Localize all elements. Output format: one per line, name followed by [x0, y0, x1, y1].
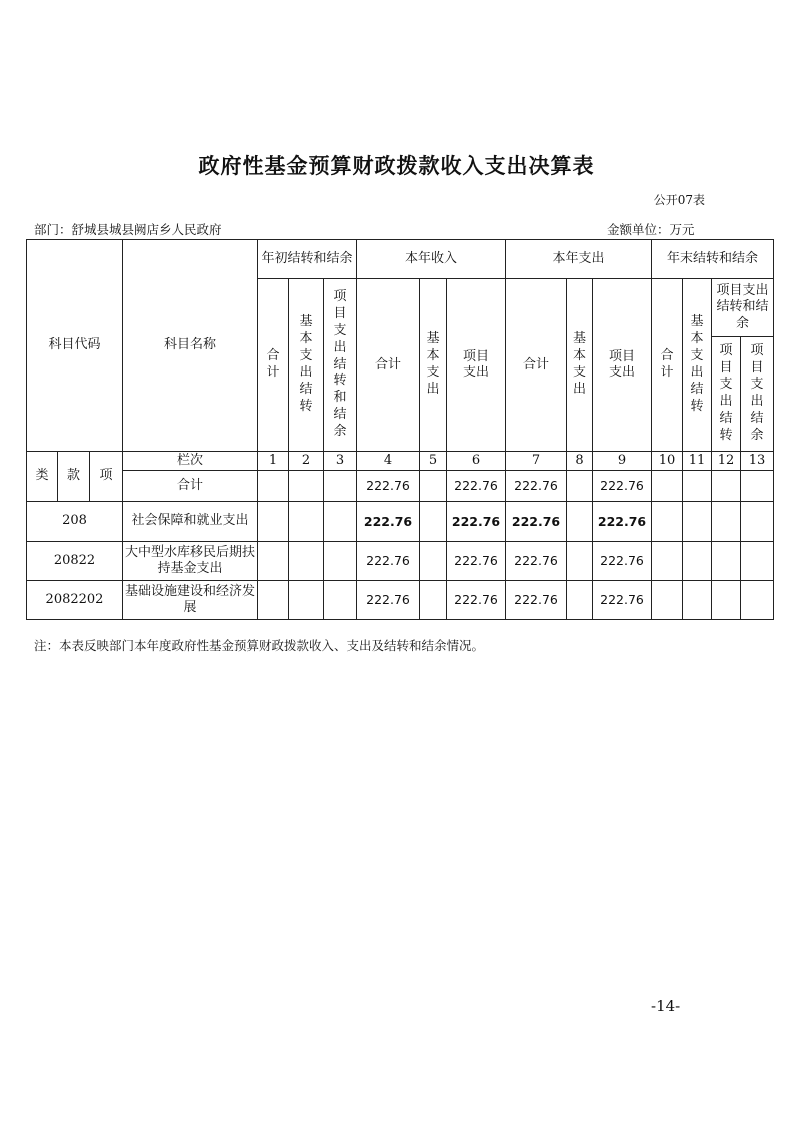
table-row	[27, 502, 774, 542]
row-code: 208	[27, 502, 123, 542]
end-project-carry-header: 项目支出结转	[712, 337, 741, 452]
begin-balance-header: 年初结转和结余	[258, 240, 357, 279]
cell	[712, 542, 741, 581]
table-code: 公开07表	[653, 193, 705, 207]
fund-table	[26, 239, 774, 620]
cell	[289, 581, 324, 620]
cell	[420, 502, 447, 542]
begin-total-header: 合计	[258, 279, 289, 452]
row-name: 社会保障和就业支出	[123, 502, 258, 542]
cell	[289, 471, 324, 502]
income-header: 本年收入	[357, 240, 506, 279]
cell: 222.76	[447, 581, 506, 620]
col-no-13: 13	[741, 452, 774, 471]
cell	[567, 502, 593, 542]
col-no-12: 12	[712, 452, 741, 471]
xiang-header: 项	[90, 452, 123, 502]
cell	[652, 471, 683, 502]
income-project-header: 项目支出	[447, 279, 506, 452]
cell	[683, 542, 712, 581]
cell	[683, 471, 712, 502]
lei-header: 类	[27, 452, 58, 502]
cell	[567, 581, 593, 620]
row-name: 基础设施建设和经济发展	[123, 581, 258, 620]
cell	[420, 471, 447, 502]
department-label: 部门：舒城县城县阙店乡人民政府	[34, 222, 222, 237]
subject-code-header: 科目代码	[27, 240, 123, 452]
cell	[420, 542, 447, 581]
cell: 222.76	[447, 542, 506, 581]
cell: 222.76	[506, 502, 567, 542]
table-row	[27, 542, 774, 581]
income-total-header: 合计	[357, 279, 420, 452]
cell: 222.76	[593, 471, 652, 502]
col-no-9: 9	[593, 452, 652, 471]
cell	[712, 471, 741, 502]
end-total-header: 合计	[652, 279, 683, 452]
cell	[741, 542, 774, 581]
cell	[712, 502, 741, 542]
cell: 222.76	[357, 471, 420, 502]
expense-project-header: 项目支出	[593, 279, 652, 452]
cell: 222.76	[593, 542, 652, 581]
cell	[258, 502, 289, 542]
col-no-6: 6	[447, 452, 506, 471]
cell: 222.76	[357, 542, 420, 581]
total-label: 合计	[123, 471, 258, 502]
footnote: 注：本表反映部门本年度政府性基金预算财政拨款收入、支出及结转和结余情况。	[34, 638, 485, 653]
col-no-1: 1	[258, 452, 289, 471]
cell	[567, 471, 593, 502]
cell	[652, 542, 683, 581]
cell: 222.76	[593, 581, 652, 620]
row-name: 大中型水库移民后期扶持基金支出	[123, 542, 258, 581]
begin-basic-header: 基本支出结转	[289, 279, 324, 452]
cell	[324, 502, 357, 542]
cell: 222.76	[506, 581, 567, 620]
cell	[652, 502, 683, 542]
cell	[289, 502, 324, 542]
unit-label: 金额单位：万元	[607, 222, 695, 237]
row-code: 2082202	[27, 581, 123, 620]
cell: 222.76	[593, 502, 652, 542]
cell	[567, 542, 593, 581]
col-no-8: 8	[567, 452, 593, 471]
end-basic-header: 基本支出结转	[683, 279, 712, 452]
cell	[420, 581, 447, 620]
expense-header: 本年支出	[506, 240, 652, 279]
cell	[324, 542, 357, 581]
cell	[289, 542, 324, 581]
cell	[741, 581, 774, 620]
cell	[258, 542, 289, 581]
income-basic-header: 基本支出	[420, 279, 447, 452]
table-row	[27, 581, 774, 620]
expense-total-header: 合计	[506, 279, 567, 452]
subject-name-header: 科目名称	[123, 240, 258, 452]
end-project-surplus-header: 项目支出结余	[741, 337, 774, 452]
cell: 222.76	[357, 502, 420, 542]
cell	[324, 581, 357, 620]
col-no-4: 4	[357, 452, 420, 471]
col-no-3: 3	[324, 452, 357, 471]
cell	[652, 581, 683, 620]
cell	[258, 581, 289, 620]
cell	[258, 471, 289, 502]
cell	[324, 471, 357, 502]
col-no-5: 5	[420, 452, 447, 471]
column-no-label: 栏次	[123, 452, 258, 471]
col-no-10: 10	[652, 452, 683, 471]
col-no-11: 11	[683, 452, 712, 471]
col-no-7: 7	[506, 452, 567, 471]
cell: 222.76	[506, 471, 567, 502]
cell: 222.76	[447, 502, 506, 542]
cell: 222.76	[357, 581, 420, 620]
cell	[683, 502, 712, 542]
page-title: 政府性基金预算财政拨款收入支出决算表	[198, 153, 595, 178]
col-no-2: 2	[289, 452, 324, 471]
page-number: -14-	[651, 997, 681, 1015]
total-row	[27, 471, 774, 502]
cell: 222.76	[506, 542, 567, 581]
expense-basic-header: 基本支出	[567, 279, 593, 452]
cell	[741, 502, 774, 542]
end-balance-header: 年末结转和结余	[652, 240, 774, 279]
cell	[712, 581, 741, 620]
begin-project-header: 项目支出结转和结余	[324, 279, 357, 452]
cell: 222.76	[447, 471, 506, 502]
cell	[741, 471, 774, 502]
row-code: 20822	[27, 542, 123, 581]
end-project-group-header: 项目支出结转和结余	[712, 279, 774, 337]
cell	[683, 581, 712, 620]
kuan-header: 款	[58, 452, 90, 502]
